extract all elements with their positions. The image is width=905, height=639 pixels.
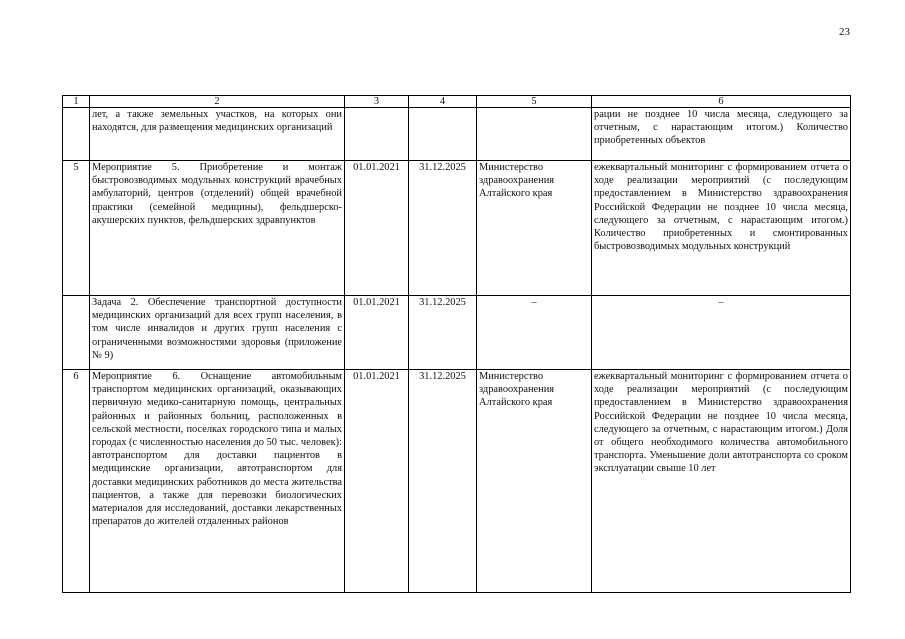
start-date: [345, 108, 409, 161]
end-date: 31.12.2025: [409, 296, 477, 370]
responsible-body: –: [477, 296, 592, 370]
start-date: 01.01.2021: [345, 296, 409, 370]
table-row: [63, 370, 851, 593]
header-cell: 3: [345, 96, 409, 108]
monitoring-text: ежеквартальный мониторинг с формированием отчета о ходе реализации мероприятий (с последующим предоставлением в Министерство здравоохранения Российской Федерации не позднее 10 числа месяца, следующего за отчетным, с нарастающим итогом.) Доля от общего необходимого количества автомобильного транспорта. Уменьшение доли автотранспорта со сроком эксплуатации свыше 10 лет: [592, 370, 851, 593]
page-number: 23: [839, 26, 850, 38]
header-row: [63, 96, 851, 108]
end-date: [409, 108, 477, 161]
monitoring-text: –: [592, 296, 851, 370]
end-date: 31.12.2025: [409, 370, 477, 593]
header-cell: 4: [409, 96, 477, 108]
start-date: 01.01.2021: [345, 370, 409, 593]
header-cell: 5: [477, 96, 592, 108]
measure-name: лет, а также земельных участков, на которых они находятся, для размещения медицинских организаций: [90, 108, 345, 161]
task-name: Задача 2. Обеспечение транспортной доступности медицинских организаций для всех групп населения, в том числе инвалидов и других групп населения с ограниченными возможностями здоровья (приложение № 9): [90, 296, 345, 370]
monitoring-text: рации не позднее 10 числа месяца, следующего за отчетным, с нарастающим итогом.) Количество приобретенных объектов: [592, 108, 851, 161]
measures-table: [62, 95, 851, 593]
responsible-body: [477, 108, 592, 161]
row-number: [63, 108, 90, 161]
table-row: [63, 296, 851, 370]
table-row: [63, 161, 851, 296]
monitoring-text: ежеквартальный мониторинг с формированием отчета о ходе реализации мероприятий (с последующим предоставлением в Министерство здравоохранения Российской Федерации не позднее 10 числа месяца, следующего за отчетным, с нарастающим итогом.) Количество приобретенных и смонтированных быстровозводимых модульных конструкций: [592, 161, 851, 296]
start-date: 01.01.2021: [345, 161, 409, 296]
header-cell: 2: [90, 96, 345, 108]
end-date: 31.12.2025: [409, 161, 477, 296]
measure-name: Мероприятие 6. Оснащение автомобильным транспортом медицинских организаций, оказывающих первичную медико-санитарную помощь, центральных районных и районных больниц, расположенных в сельской местности, поселках городского типа и малых городах (с численностью населения до 50 тыс. человек): автотранспортом для доставки пациентов в медицинские организации, автотранспортом для доставки медицинских работников до места жительства пациентов, а также для перевозки биологических материалов для исследований, доставки лекарственных препаратов до жителей отдаленных районов: [90, 370, 345, 593]
responsible-body: Министерство здравоохранения Алтайского края: [477, 161, 592, 296]
measure-name: Мероприятие 5. Приобретение и монтаж быстровозводимых модульных конструкций врачебных амбулаторий, центров (отделений) общей врачебной практики (семейной медицины), фельдшерско-акушерских пунктов, фельдшерских здравпунктов: [90, 161, 345, 296]
row-number: [63, 296, 90, 370]
row-number: 5: [63, 161, 90, 296]
responsible-body: Министерство здравоохранения Алтайского края: [477, 370, 592, 593]
row-number: 6: [63, 370, 90, 593]
header-cell: 6: [592, 96, 851, 108]
header-cell: 1: [63, 96, 90, 108]
table-row: [63, 108, 851, 161]
